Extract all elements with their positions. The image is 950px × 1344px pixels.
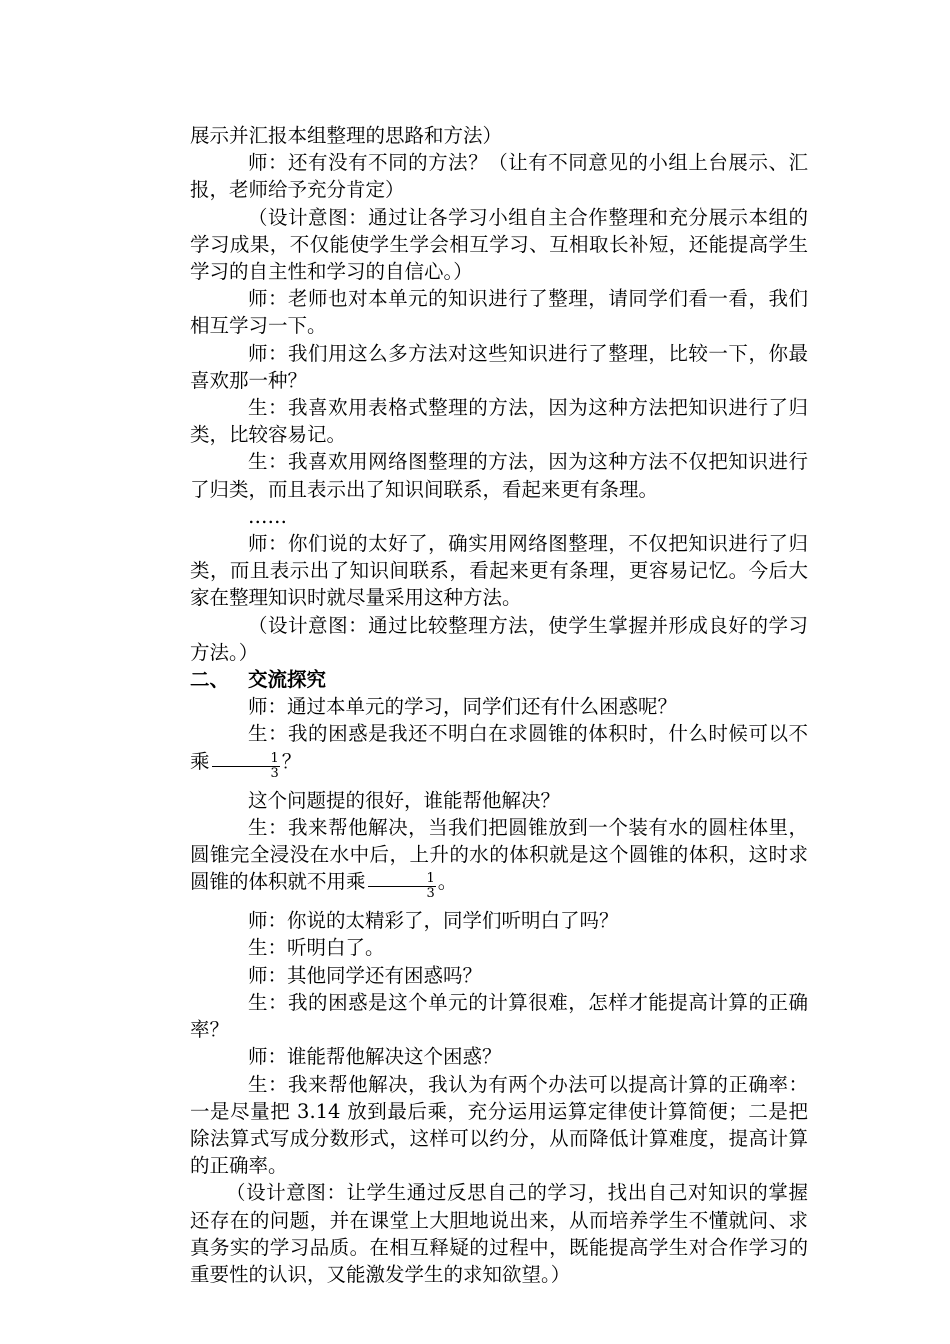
paragraph: 师：我们用这么多方法对这些知识进行了整理，比较一下，你最喜欢那一种？ (190, 341, 808, 392)
paragraph-text: 生：我的困惑是我还不明白在求圆锥的体积时，什么时候可以不乘 (190, 722, 808, 773)
paragraph: 师：通过本单元的学习，同学们还有什么困惑呢？ (248, 695, 678, 719)
paragraph: 师：老师也对本单元的知识进行了整理，请同学们看一看，我们相互学习一下。 (190, 287, 808, 338)
design-intent-note: （设计意图：通过比较整理方法，使学生掌握并形成良好的学习方法。） (190, 613, 808, 664)
paragraph: 师：其他同学还有困惑吗？ (248, 963, 483, 987)
paragraph: 师：还有没有不同的方法？（让有不同意见的小组上台展示、汇报，老师给予充分肯定） (190, 151, 808, 202)
paragraph-text: 。 (437, 870, 458, 894)
section-number: 二、 (190, 668, 230, 692)
fraction-one-third (368, 872, 436, 901)
paragraph: 师：你们说的太好了，确实用网络图整理，不仅把知识进行了归类，而且表示出了知识间联系，看起来更有条理，更容易记忆。今后大家在整理知识时就尽量采用这种方法。 (190, 532, 808, 610)
paragraph-with-fraction (190, 814, 808, 902)
fraction-one-third (212, 752, 280, 781)
fraction-numerator: 1 (212, 752, 280, 767)
paragraph: 生：我的困惑是这个单元的计算很难，怎样才能提高计算的正确率？ (190, 990, 808, 1042)
paragraph: 生：我来帮他解决，我认为有两个办法可以提高计算的正确率：一是尽量把 3.14 放到最后乘，充分运用运算定律使计算简便；二是把除法算式写成分数形式，这样可以约分，从而降低计算难度，提高计算的正确率。 (190, 1072, 808, 1178)
document-page (190, 122, 808, 1288)
design-intent-note: （设计意图：让学生通过反思自己的学习，找出自己对知识的掌握还存在的问题，并在课堂上大胆地说出来，从而培养学生不懂就问、求真务实的学习品质。在相互释疑的过程中，既能提高学生对合作学习的重要性的认识，又能激发学生的求知欲望。） (190, 1181, 808, 1286)
paragraph-with-fraction (190, 720, 808, 781)
ellipsis: …… (248, 504, 287, 528)
paragraph: 师：你说的太精彩了，同学们听明白了吗？ (248, 909, 619, 933)
fraction-numerator: 1 (368, 872, 436, 887)
paragraph: 展示并汇报本组整理的思路和方法） (190, 124, 503, 147)
fraction-denominator: 3 (270, 765, 279, 781)
design-intent-note: （设计意图：通过让各学习小组自主合作整理和充分展示本组的学习成果，不仅能使学生学会相互学习、互相取长补短，还能提高学生学习的自主性和学习的自信心。） (190, 205, 808, 284)
section-title: 交流探究 (248, 668, 327, 692)
paragraph: 生：听明白了。 (248, 936, 385, 960)
paragraph-text: 生：我来帮他解决，当我们把圆锥放到一个装有水的圆柱体里，圆锥完全浸没在水中后，上升的水的体积就是这个圆锥的体积，这时求圆锥的体积就不用乘 (190, 815, 808, 894)
fraction-denominator: 3 (426, 886, 435, 902)
paragraph: 这个问题提的很好，谁能帮他解决？ (248, 788, 561, 812)
paragraph-text: ？ (281, 749, 302, 773)
paragraph: 师：谁能帮他解决这个困惑？ (248, 1045, 502, 1069)
section-heading (190, 666, 808, 693)
paragraph: 生：我喜欢用表格式整理的方法，因为这种方法把知识进行了归类，比较容易记。 (190, 396, 808, 447)
paragraph: 生：我喜欢用网络图整理的方法，因为这种方法不仅把知识进行了归类，而且表示出了知识间联系，看起来更有条理。 (190, 450, 808, 501)
